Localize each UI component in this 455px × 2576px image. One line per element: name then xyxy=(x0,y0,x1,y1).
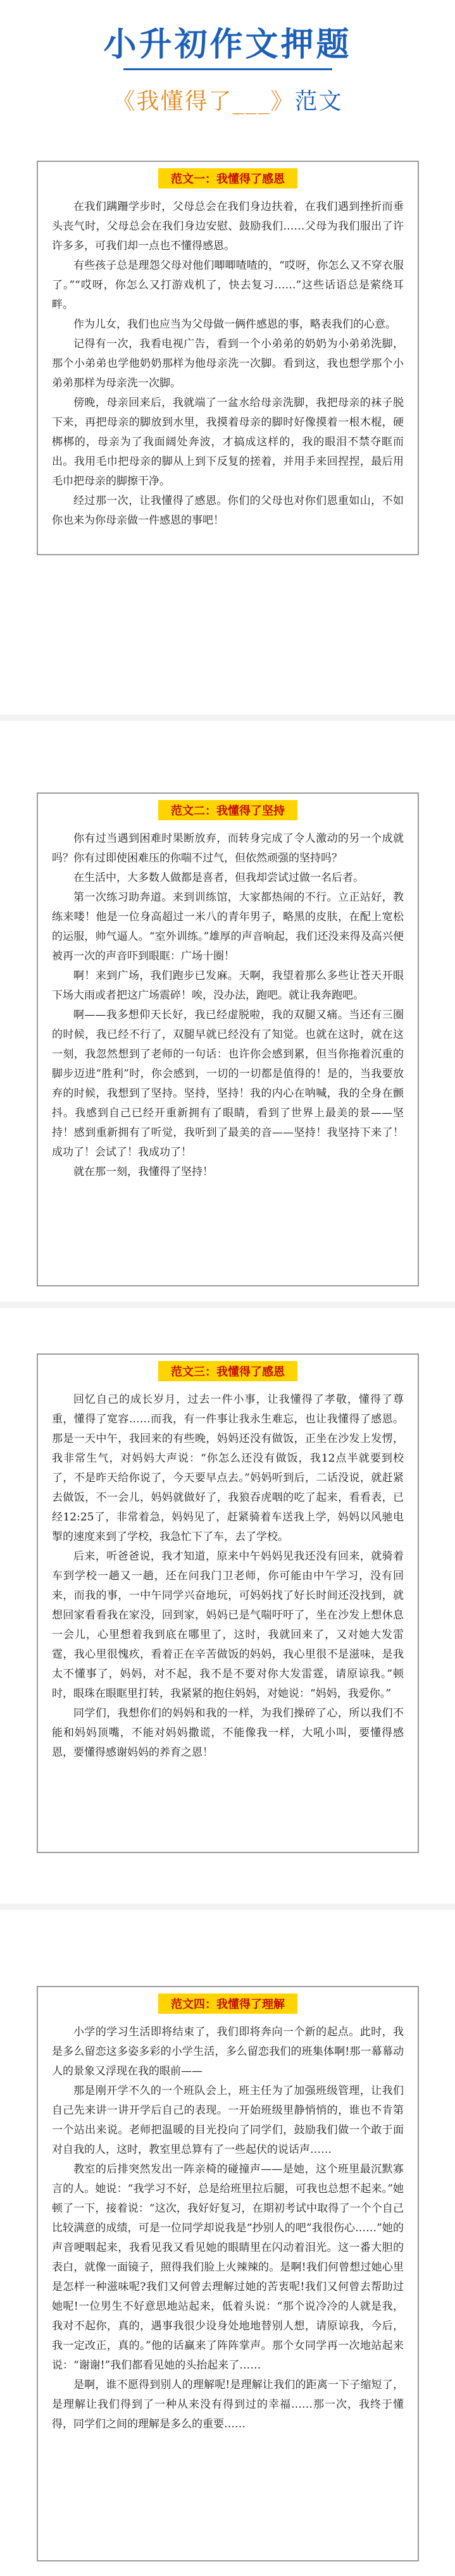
essay-label: 范文一：我懂得了感恩 xyxy=(158,168,297,188)
essay-paragraph: 记得有一次，我看电视广告，看到一个小弟弟的奶奶为小弟弟洗脚，那个小弟弟也学他奶奶那样为他母亲洗一次脚。看到这，我也想学那个小弟弟那样为母亲洗一次脚。 xyxy=(52,338,404,390)
essay-card-4 xyxy=(37,1986,419,2561)
essay-paragraph: 在我们蹒跚学步时，父母总会在我们身边扶着，在我们遇到挫折而垂头丧气时，父母总会在我们身边安慰、鼓励我们……父母为我们服出了许许多多，可我们却一点也不懂得感恩。 xyxy=(52,200,404,252)
essay-label: 范文二：我懂得了坚持 xyxy=(158,800,297,820)
essay-paragraph: 回忆自己的成长岁月，过去一件小事，让我懂得了孝敬，懂得了尊重，懂得了宽容……而我，有一件事让我永生难忘，也让我懂得了感恩。那是一天中午，我回来的有些晚，妈妈还没有做饭，正坐在沙发上发愣，我非常生气，对妈妈大声说：“你怎么还没有做饭，我12点半就要到校了，不是昨天给你说了，今天要早点去。”妈妈听到后，二话没说，就赶紧去做饭，不一会儿，妈妈就做好了，我狼吞虎咽的吃了起来，看看表，已经12:25了，非常着急，妈妈见了，赶紧骑着车送我上学，妈妈以风驰电掣的速度来到了学校，我急忙下了车，去了学校。 xyxy=(52,1393,404,1543)
essay-label: 范文四：我懂得了理解 xyxy=(158,1994,297,2014)
essay-paragraph: 啊！来到广场，我们跑步已发麻。天啊，我望着那么多些让苍天开眼下场大雨或者把这广场震碎！唉，没办法，跑吧。就让我奔跑吧。 xyxy=(52,970,404,1002)
essay-paragraph: 在生活中，大多数人做都是喜者，但我却尝试过做一名后者。 xyxy=(73,872,364,884)
essay-paragraph: 后来，听爸爸说，我才知道，原来中午妈妈见我还没有回来，就骑着车到学校一趟又一趟，还在问我门卫老师，你可能由中午学习，没有回来，而我的事，一中午同学兴奋地玩，可妈妈找了好长时间还没找到，就想回家看看我在家没，回到家，妈妈已是气喘吁吁了，坐在沙发上想休息一会儿，心里想着我到底在哪里了，这时，我就回来了，又对她大发雷霆，我心里很愧疚，看着正在辛苦做饭的妈妈，我心里很不是滋味，是我太不懂事了，妈妈，对不起，我不是不要对你大发雷霆，请原谅我。”顿时，眼珠在眼眶里打转，我紧紧的抱住妈妈，对她说：“妈妈，我爱你。” xyxy=(52,1550,404,1700)
page-subtitle xyxy=(0,83,455,116)
subtitle-suffix: 范文 xyxy=(294,89,343,114)
essay-paragraph: 同学们，我想你们的妈妈和我的一样，为我们操碎了心，所以我们不能和妈妈顶嘴，不能对妈妈撒谎，不能像我一样，大吼小叫，要懂得感恩，要懂得感谢妈妈的养育之恩！ xyxy=(52,1707,404,1759)
section-divider xyxy=(0,1904,455,1910)
header xyxy=(0,0,455,152)
essay-card-3 xyxy=(37,1353,419,1853)
essay-paragraph: 傍晚，母亲回来后，我就端了一盆水给母亲洗脚，我把母亲的袜子脱下来，再把母亲的脚放到水里，我摸着母亲的脚时好像摸着一根木棍，硬梆梆的，母亲为了我面阔处奔波，才搞成这样的，我的眼泪不禁夺眶而出。我用毛巾把母亲的脚从上到下反复的搓着，并用手来回捏捏，最后用毛巾把母亲的脚擦干净。 xyxy=(52,397,404,488)
essay-label: 范文三：我懂得了感恩 xyxy=(158,1361,297,1381)
essay-paragraph: 啊——我多想仰天长好，我已经虚脱啦，我的双腿又痛。当还有三圈的时候，我已经不行了，双腿早就已经没有了知觉。也就在这时，就在这一刻，我忽然想到了老师的一句话：也许你会感到累，但当你拖着沉重的脚步迈进“胜利”时，你会感到，一切的一切都是值得的！是的，当我要放弃的时候，我想到了坚持。坚持，坚持！我的内心在呐喊，我的全身在颤抖。我感到自己已经开重新拥有了眼睛，看到了世界上最美的景——坚持！感到重新拥有了听觉，我听到了最美的音——坚持！我坚持下来了！成功了！会试了！我成功了！ xyxy=(52,1009,404,1159)
essay-paragraph: 小学的学习生活即将结束了，我们即将奔向一个新的起点。此时，我是多么留恋这多姿多彩的小学生活，多么留恋我们的班集体啊!那一幕幕动人的景象又浮现在我的眼前—— xyxy=(52,2026,404,2078)
essay-paragraph: 作为儿女，我们也应当为父母做一俩件感恩的事，略表我们的心意。 xyxy=(73,318,396,331)
page-title: 小升初作文押题 xyxy=(103,26,352,64)
essay-paragraph: 那是刚开学不久的一个班队会上，班主任为了加强班级管理，让我们自己先来讲一讲开学后自己的表现。一开始班级里静悄悄的，谁也不肯第一个站出来说。老师把温暖的目光投向了同学们，鼓励我们做一个敢于面对自我的人，这时，教室里总算有了一些起伏的说话声…… xyxy=(52,2085,404,2156)
essay-paragraph: 教室的后排突然发出一阵亲椅的碰撞声——是她，这个班里最沉默寡言的人。她说：“我学习不好，总是给班里拉后腿，可我也总想不起来。”她顿了一下，接着说：“这次，我好好复习，在期初考试中取得了一个个自己比较满意的成绩，可是一位同学却说我是“抄别人的吧”我很伤心……”她的声音哽咽起来，我看见我又看见她的眼睛里在闪动着泪光。这一番大胆的表白，就像一面镜子，照得我们脸上火辣辣的。是啊!我们何曾想过她心里是怎样一种滋味呢?我们又何曾去理解过她的苦衷呢!我们又何曾去帮助过她呢!一位男生不好意思地站起来，低着头说：“那个说冷冷的人就是我，我对不起你，真的，遇事我很少设身处地地替别人想，请原谅我，今后，我一定改正，真的。”他的话赢来了阵阵掌声。那个女同学再一次地站起来说：“谢谢!”我们都看见她的头抬起来了…… xyxy=(52,2163,404,2372)
essay-card-1 xyxy=(37,161,419,555)
essay-paragraph: 经过那一次，让我懂得了感恩。你们的父母也对你们恩重如山，不如你也来为你母亲做一件感恩的事吧！ xyxy=(52,495,404,527)
essay-paragraph: 是啊，谁不愿得到别人的理解呢!是理解让我们的距离一下子缩短了，是理解让我们得到了一种从来没有得到过的幸福……那一次，我终于懂得，同学们之间的理解是多么的重要…… xyxy=(52,2379,404,2431)
essay-paragraph: 你有过当遇到困难时果断放弃，而转身完成了令人激动的另一个成就吗？你有过即使困难压的你喘不过气，但依然顽强的坚持吗？ xyxy=(52,832,404,865)
section-divider xyxy=(0,715,455,721)
subtitle-prefix: 《我懂得了___》 xyxy=(112,89,295,114)
essay-paragraph: 第一次练习助奔道。来到训练馆，大家都热闹的不行。立正站好，教练来喽！他是一位身高超过一米八的青年男子，略黑的皮肤，在配上宽松的运服，帅气逼人。“室外训练。”雄厚的声音响起，我们还没来得及高兴便被再一次的声音吓到眼眶：广场十圈！ xyxy=(52,891,404,963)
essay-paragraph: 有些孩子总是理怨父母对他们唧唧喳喳的，“哎呀，你怎么又不穿衣服了。”“哎呀，你怎么又打游戏机了，快去复习……”这些话语总是萦绕耳畔。 xyxy=(52,259,404,311)
section-divider xyxy=(0,1302,455,1308)
title-underline xyxy=(123,68,332,70)
essay-paragraph: 就在那一刻，我懂得了坚持！ xyxy=(73,1166,213,1178)
essay-card-2 xyxy=(37,792,419,1286)
